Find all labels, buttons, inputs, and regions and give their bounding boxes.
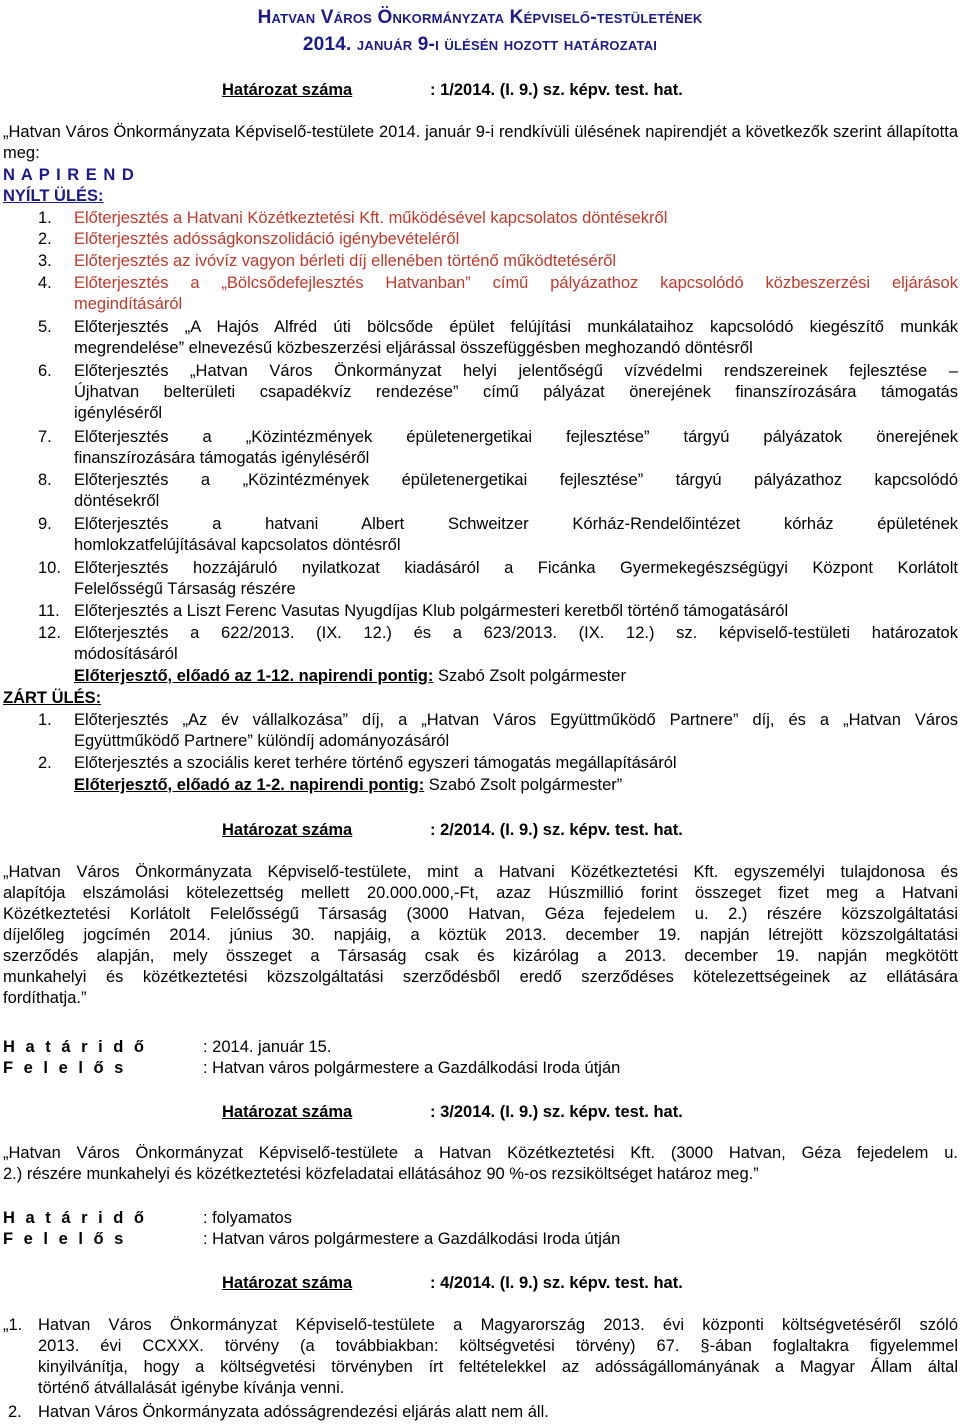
resolution-number-1 [222,80,683,101]
resolution-number: : 1/2014. (I. 9.) sz. képv. test. hat. [430,81,683,99]
list-item: 12. Előterjesztés a 622/2013. (IX. 12.) és a 623/2013. (IX. 12.) sz. képviselő-testületi határozatok módosításáról [38,624,958,663]
deadline-row: H a t á r i d ő : 2014. január 15. [3,1038,332,1056]
resolution-number-4 [222,1273,683,1294]
responsible-row: F e l e l ő s : Hatvan város polgármestere a Gazdálkodási Iroda útján [3,1059,621,1077]
resolution-body: „Hatvan Város Önkormányzata Képviselő-testülete, mint a Hatvani Közétkeztetési Kft. egyszemélyi tulajdonosa és alapítója elszámolási kötelezettség mellett 20.000.000,-Ft, azaz Húszmillió forint összeget fizet meg a Hatvani Közétkeztetési Korlátolt Felelősségű Társaság (3000 Hatvan, Géza fejedelem u. 2.) részére közszolgáltatási díjelőleg jogcímén 2014. június 30. napjáig, a köztük 2013. december 19. napján létrejött közszolgáltatási szerződés alapján, mely összeget a Társaság csak és kizárólag a 2013. december 19. napján megkötött munkahelyi és közétkeztetési közszolgáltatási szerződésből eredő szerződéses kötelezettségeinek az ellátására fordíthatja.” [3,863,958,1007]
list-item: 2. Hatvan Város Önkormányzata adósságrendezési eljárás alatt nem áll. [8,1403,549,1421]
list-item: 11. Előterjesztés a Liszt Ferenc Vasutas Nyugdíjas Klub polgármesteri keretből történő támogatásáról [38,602,789,620]
resolution-body: „Hatvan Város Önkormányzat Képviselő-testülete a Hatvan Közétkeztetési Kft. (3000 Hatvan, Géza fejedelem u. 2.) részére munkahelyi és közétkeztetési közfeladatai ellátásához 90 %-os rezsiköltséget határoz meg.” [3,1144,958,1183]
list-item: 4. Előterjesztés a „Bölcsődefejlesztés Hatvanban” című pályázathoz kapcsolódó közbeszerzési eljárások megindításáról [38,274,958,313]
list-item: 10. Előterjesztés hozzájáruló nyilatkozat kiadásáról a Ficánka Gyermekegészségügyi Központ Korlátolt Felelősségű Társaság részére [38,559,958,598]
resolution-label: Határozat száma [222,821,353,839]
list-item: 1. Előterjesztés „Az év vállalkozása” díj, a „Hatvan Város Együttműködő Partnere” díj, és a „Hatvan Város Együttműködő Partnere” különdíj adományozásáról [38,711,958,750]
closed-session-presenter: Előterjesztő, előadó az 1-2. napirendi pontig: Szabó Zsolt polgármester” [74,776,623,794]
napirend-heading: N A P I R E N D [3,166,135,184]
resolution-number: : 4/2014. (I. 9.) sz. képv. test. hat. [430,1274,683,1292]
resolution-label: Határozat száma [222,1274,353,1292]
list-item: 2. Előterjesztés adósságkonszolidáció igénybevételéről [38,230,460,248]
resolution-number: : 3/2014. (I. 9.) sz. képv. test. hat. [430,1103,683,1121]
list-item: 9. Előterjesztés a hatvani Albert Schweitzer Kórház-Rendelőintézet kórház épületének homlokzatfelújításával kapcsolatos döntésről [38,515,958,554]
closed-session-heading: ZÁRT ÜLÉS: [3,689,102,707]
open-session-presenter: Előterjesztő, előadó az 1-12. napirendi pontig: Szabó Zsolt polgármester [74,667,626,685]
deadline-row: H a t á r i d ő : folyamatos [3,1209,292,1227]
resolution-intro: „Hatvan Város Önkormányzata Képviselő-testülete 2014. január 9-i rendkívüli ülésének napirendjét a következők szerint állapította meg: [3,123,958,162]
document-title-line2: 2014. január 9-i ülésén hozott határozatai [302,34,658,55]
list-item: 8. Előterjesztés a „Közintézmények épületenergetikai fejlesztése” tárgyú pályázathoz kapcsolódó döntésekről [38,471,958,510]
list-item: 5. Előterjesztés „A Hajós Alfréd úti bölcsőde épület felújítási munkálataihoz kapcsolódó kiegészítő munkák megrendelése” elnevezésű közbeszerzési eljárással összefüggésben meghozandó döntésről [38,318,958,357]
resolution-number-2 [222,820,683,841]
list-item: 3. Előterjesztés az ivóvíz vagyon bérleti díj ellenében történő működtetéséről [38,252,617,270]
list-item: 2. Előterjesztés a szociális keret terhére történő egyszeri támogatás megállapításáról [38,754,677,772]
list-item: 1. Előterjesztés a Hatvani Közétkeztetési Kft. működésével kapcsolatos döntésekről [38,209,668,227]
document-title-line1: Hatvan Város Önkormányzata Képviselő-testületének [257,7,703,28]
list-item: „1. Hatvan Város Önkormányzat Képviselő-testülete a Magyarország 2013. évi központi költségvetéséről szóló 2013. évi CCXXX. törvény (a továbbiakban: költségvetési törvény) 67. §-ában foglaltakra figyelemmel kinyilvánítja, hogy a költségvetési törvényben írt feltételekkel az adósságállományának a Magyar Állam által történő átvállalását igénybe kívánja venni. [3,1316,958,1397]
resolution-label: Határozat száma [222,1103,353,1121]
open-session-heading: NYÍLT ÜLÉS: [3,187,104,205]
resolution-number-3 [222,1102,683,1123]
resolution-number: : 2/2014. (I. 9.) sz. képv. test. hat. [430,821,683,839]
resolution-label: Határozat száma [222,81,353,99]
list-item: 6. Előterjesztés „Hatvan Város Önkormányzat helyi jelentőségű vízvédelmi rendszereinek fejlesztése – Újhatvan belterületi csapadékvíz rendezése” című pályázat önerejének finanszírozására támogatás igényléséről [38,362,958,422]
responsible-row: F e l e l ő s : Hatvan város polgármestere a Gazdálkodási Iroda útján [3,1230,621,1248]
list-item: 7. Előterjesztés a „Közintézmények épületenergetikai fejlesztése” tárgyú pályázatok önerejének finanszírozására támogatás igényléséről [38,428,958,467]
